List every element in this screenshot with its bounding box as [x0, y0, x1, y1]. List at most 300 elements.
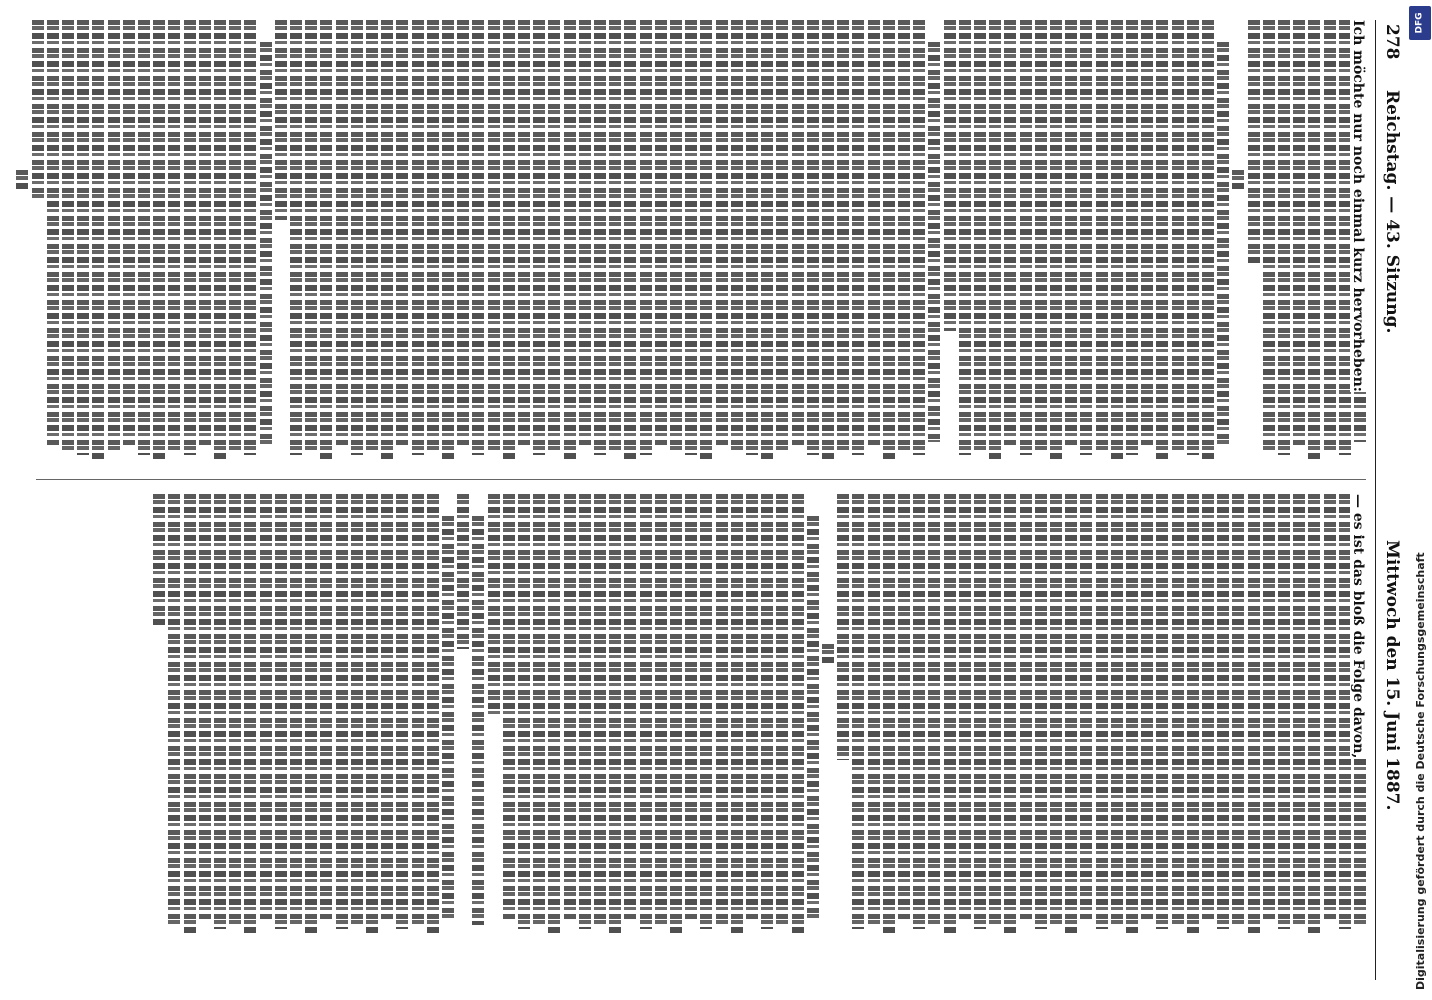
text-line: [655, 494, 667, 938]
text-line: [989, 494, 1001, 938]
text-line-ink: [260, 42, 272, 446]
text-line: [47, 20, 59, 464]
text-column-left: [36, 20, 1366, 464]
text-line-ink: [108, 20, 120, 451]
text-line-ink: [594, 494, 606, 925]
page-number: 278: [1382, 24, 1402, 60]
text-line: [761, 494, 773, 938]
text-line: [1004, 20, 1016, 464]
text-line: [92, 20, 104, 464]
text-line: [1217, 20, 1229, 464]
text-line-ink: [898, 494, 910, 920]
text-line-ink: [305, 494, 317, 934]
text-line: [168, 494, 180, 938]
text-line-ink: [594, 20, 606, 455]
text-line-ink: [731, 494, 743, 934]
text-line-ink: [381, 20, 393, 460]
text-line: [807, 20, 819, 464]
text-line: [913, 494, 925, 938]
text-line: [412, 20, 424, 464]
text-line: [1187, 494, 1199, 938]
text-line: [123, 20, 135, 464]
text-line-ink: [1339, 20, 1351, 455]
text-line: [1050, 494, 1062, 938]
text-line-ink: [1126, 494, 1138, 934]
text-line: [108, 20, 120, 464]
text-line-ink: [1187, 20, 1199, 455]
text-line-ink: [974, 20, 986, 451]
text-line: [776, 20, 788, 464]
text-line-ink: [320, 494, 332, 920]
text-line: [640, 20, 652, 464]
text-line-ink: [731, 20, 743, 451]
text-line-ink: [959, 20, 971, 455]
text-line: [564, 494, 576, 938]
text-line-ink: [153, 20, 165, 460]
text-line-ink: [32, 20, 44, 198]
text-line-ink: [1248, 494, 1260, 934]
text-line-ink: [396, 494, 408, 929]
text-line: [533, 20, 545, 464]
text-line: [214, 20, 226, 464]
dfg-logo-text: DFG: [1414, 12, 1425, 34]
text-line-ink: [351, 20, 363, 455]
text-line: [716, 20, 728, 464]
text-line: [351, 494, 363, 938]
text-line: [275, 494, 287, 938]
text-line: [1263, 494, 1275, 938]
left-column-opening: Ich möchte nur noch einmal kurz hervorheben:: [1350, 20, 1366, 392]
text-line: [260, 494, 272, 938]
text-line-ink: [640, 20, 652, 455]
text-line-ink: [792, 20, 804, 446]
text-line: [1141, 20, 1153, 464]
text-line-ink: [1248, 20, 1260, 264]
text-line-ink: [609, 494, 621, 934]
text-line-ink: [381, 494, 393, 920]
text-line-ink: [214, 20, 226, 460]
text-line-ink: [275, 494, 287, 929]
text-line-ink: [1065, 20, 1077, 446]
text-line-ink: [92, 20, 104, 460]
text-line-ink: [1263, 494, 1275, 920]
text-line: [184, 20, 196, 464]
text-line-ink: [168, 20, 180, 451]
text-line-ink: [807, 20, 819, 455]
text-line-ink: [776, 494, 788, 925]
text-line: [807, 494, 819, 938]
text-column-right: [36, 494, 1366, 938]
text-line: [1065, 20, 1077, 464]
text-line: [1308, 20, 1320, 464]
text-line-ink: [366, 494, 378, 934]
text-line-ink: [746, 20, 758, 455]
text-line-ink: [1020, 20, 1032, 455]
text-line: [685, 20, 697, 464]
text-line: [275, 20, 287, 464]
text-line-ink: [442, 20, 454, 460]
text-line-ink: [503, 20, 515, 460]
text-line: [138, 20, 150, 464]
text-line-ink: [1111, 20, 1123, 460]
text-line-ink: [655, 20, 667, 446]
text-line: [1324, 20, 1336, 464]
text-line: [731, 494, 743, 938]
text-line: [290, 20, 302, 464]
text-line-ink: [579, 20, 591, 446]
text-line: [913, 20, 925, 464]
text-line: [518, 494, 530, 938]
text-line: [290, 494, 302, 938]
text-line-ink: [913, 20, 925, 455]
text-line-ink: [685, 494, 697, 920]
text-line: [1187, 20, 1199, 464]
text-line-ink: [336, 494, 348, 929]
text-line: [153, 494, 165, 938]
text-line: [1126, 20, 1138, 464]
text-line-ink: [1217, 494, 1229, 929]
text-line-ink: [898, 20, 910, 451]
text-line-ink: [533, 494, 545, 925]
text-line-ink: [609, 20, 621, 451]
text-line-ink: [260, 494, 272, 920]
text-line: [1278, 494, 1290, 938]
text-line-ink: [427, 20, 439, 451]
text-line-ink: [244, 20, 256, 455]
text-line: [229, 20, 241, 464]
text-line-ink: [1293, 494, 1305, 925]
text-line: [1172, 494, 1184, 938]
text-line: [624, 20, 636, 464]
text-line-ink: [199, 20, 211, 446]
text-line-ink: [1096, 20, 1108, 451]
text-line: [852, 494, 864, 938]
text-line-ink: [913, 494, 925, 929]
text-line-ink: [640, 494, 652, 929]
text-line: [883, 20, 895, 464]
text-line-ink: [974, 494, 986, 929]
text-line-ink: [624, 20, 636, 460]
right-column-opening: — es ist das bloß die Folge davon,: [1350, 494, 1366, 759]
text-line-ink: [746, 494, 758, 920]
text-line: [1339, 20, 1351, 464]
text-line-ink: [792, 494, 804, 934]
text-line-ink: [716, 494, 728, 925]
text-line: [1050, 20, 1062, 464]
text-line-ink: [868, 494, 880, 925]
text-line-ink: [883, 20, 895, 460]
text-line: [792, 494, 804, 938]
text-line-ink: [244, 494, 256, 934]
text-line: [609, 494, 621, 938]
text-line: [746, 20, 758, 464]
text-line-ink: [548, 494, 560, 934]
text-line: [731, 20, 743, 464]
text-line-ink: [1308, 494, 1320, 934]
text-line-ink: [868, 20, 880, 446]
text-line-ink: [351, 494, 363, 925]
text-line: [396, 20, 408, 464]
text-line-ink: [624, 494, 636, 920]
text-line: [852, 20, 864, 464]
text-line: [336, 494, 348, 938]
text-line-ink: [366, 20, 378, 451]
dfg-logo-icon: [1409, 6, 1431, 40]
text-line-ink: [488, 20, 500, 451]
text-line: [928, 494, 940, 938]
text-line-ink: [837, 494, 849, 760]
text-line-ink: [761, 494, 773, 929]
text-line-ink: [1308, 20, 1320, 460]
text-line: [1080, 20, 1092, 464]
text-line-ink: [1232, 170, 1244, 190]
text-line: [594, 20, 606, 464]
text-line-ink: [1080, 494, 1092, 920]
text-line: [1156, 20, 1168, 464]
text-line-ink: [655, 494, 667, 925]
text-line: [944, 20, 956, 464]
text-line-ink: [123, 20, 135, 446]
text-line: [1080, 494, 1092, 938]
text-line: [746, 494, 758, 938]
text-line: [1020, 494, 1032, 938]
text-line: [837, 494, 849, 938]
text-line: [1293, 494, 1305, 938]
text-line-ink: [1293, 20, 1305, 446]
text-line-ink: [290, 20, 302, 455]
text-line: [1172, 20, 1184, 464]
text-line: [548, 20, 560, 464]
text-line-ink: [1035, 494, 1047, 929]
text-line: [761, 20, 773, 464]
text-line-ink: [1141, 494, 1153, 920]
text-line: [336, 20, 348, 464]
text-line-ink: [989, 494, 1001, 925]
text-line-ink: [533, 20, 545, 455]
text-line: [822, 494, 834, 938]
text-line-ink: [214, 494, 226, 929]
text-line: [503, 494, 515, 938]
text-line-ink: [852, 494, 864, 929]
text-line: [670, 494, 682, 938]
text-line-ink: [472, 516, 484, 925]
text-line-ink: [336, 20, 348, 446]
text-line-ink: [1202, 494, 1214, 920]
text-line-ink: [761, 20, 773, 460]
text-line-ink: [944, 494, 956, 934]
header-left-title: Reichstag. — 43. Sitzung.: [1382, 90, 1402, 334]
text-line-ink: [807, 516, 819, 920]
text-line: [351, 20, 363, 464]
text-line-ink: [472, 20, 484, 455]
text-line: [1232, 494, 1244, 938]
text-line: [381, 20, 393, 464]
text-line: [442, 494, 454, 938]
text-line-ink: [716, 20, 728, 446]
text-line: [1202, 494, 1214, 938]
text-line: [427, 20, 439, 464]
text-line-ink: [488, 494, 500, 716]
text-line: [700, 494, 712, 938]
text-line-ink: [503, 494, 515, 920]
text-line: [1065, 494, 1077, 938]
text-line-ink: [199, 494, 211, 920]
text-line: [427, 494, 439, 938]
text-line: [1141, 494, 1153, 938]
text-line: [1020, 20, 1032, 464]
text-line-ink: [427, 494, 439, 934]
text-line-ink: [548, 20, 560, 451]
text-line-ink: [457, 494, 469, 649]
text-line-ink: [700, 20, 712, 460]
text-line-ink: [518, 20, 530, 446]
text-line-ink: [928, 494, 940, 925]
running-header: [1375, 20, 1406, 980]
text-line: [944, 494, 956, 938]
text-line-ink: [1278, 494, 1290, 929]
text-line: [1308, 494, 1320, 938]
text-line: [366, 20, 378, 464]
text-line-ink: [1156, 494, 1168, 929]
text-line: [472, 494, 484, 938]
text-line: [488, 494, 500, 938]
text-line: [472, 20, 484, 464]
text-line-ink: [959, 494, 971, 920]
text-line: [305, 494, 317, 938]
text-line: [1248, 494, 1260, 938]
text-line-ink: [1020, 494, 1032, 920]
text-line: [868, 494, 880, 938]
text-line: [609, 20, 621, 464]
text-line: [868, 20, 880, 464]
text-line: [533, 494, 545, 938]
text-line: [898, 20, 910, 464]
text-line-ink: [1050, 494, 1062, 925]
text-line: [716, 494, 728, 938]
text-line: [457, 494, 469, 938]
text-line-ink: [168, 494, 180, 925]
text-line: [488, 20, 500, 464]
text-line: [153, 20, 165, 464]
text-line: [305, 20, 317, 464]
text-line-ink: [229, 20, 241, 451]
text-line-ink: [1263, 20, 1275, 451]
text-line-ink: [1096, 494, 1108, 929]
text-line: [1035, 20, 1047, 464]
text-line-ink: [928, 42, 940, 442]
text-line-ink: [1217, 42, 1229, 446]
text-line-ink: [1202, 20, 1214, 460]
rotated-document-page: [26, 20, 1406, 980]
text-line: [564, 20, 576, 464]
text-line-ink: [579, 494, 591, 929]
text-line: [381, 494, 393, 938]
text-line: [822, 20, 834, 464]
text-line: [776, 494, 788, 938]
text-line-ink: [184, 20, 196, 455]
text-line: [1126, 494, 1138, 938]
text-line: [214, 494, 226, 938]
text-line-ink: [837, 20, 849, 451]
text-line: [1004, 494, 1016, 938]
text-line: [640, 494, 652, 938]
text-line-ink: [412, 20, 424, 455]
text-line-ink: [822, 20, 834, 460]
text-line: [366, 494, 378, 938]
text-line: [579, 494, 591, 938]
text-line-ink: [670, 494, 682, 934]
text-line: [1096, 494, 1108, 938]
text-line: [1096, 20, 1108, 464]
text-line: [77, 20, 89, 464]
text-line: [199, 20, 211, 464]
text-line: [199, 494, 211, 938]
text-line: [518, 20, 530, 464]
column-divider: [36, 479, 1366, 480]
text-line: [1339, 494, 1351, 938]
text-line: [1035, 494, 1047, 938]
text-line: [412, 494, 424, 938]
text-line-ink: [184, 494, 196, 934]
text-line-ink: [457, 20, 469, 446]
text-line-ink: [518, 494, 530, 929]
text-line-ink: [138, 20, 150, 455]
text-line: [244, 20, 256, 464]
text-line-ink: [1004, 20, 1016, 446]
text-line-ink: [670, 20, 682, 451]
text-line-ink: [77, 20, 89, 455]
digitization-credit: Digitalisierung gefördert durch die Deutsche Forschungsgemeinschaft: [1414, 552, 1427, 990]
text-line: [974, 494, 986, 938]
text-line-ink: [290, 494, 302, 925]
text-line: [1111, 20, 1123, 464]
text-line-ink: [320, 20, 332, 460]
text-line-ink: [305, 20, 317, 451]
text-line-ink: [1065, 494, 1077, 934]
text-line: [1217, 494, 1229, 938]
text-line-ink: [1324, 494, 1336, 920]
text-line: [1248, 20, 1260, 464]
text-line-ink: [564, 20, 576, 460]
text-line-ink: [944, 20, 956, 331]
text-line: [883, 494, 895, 938]
text-line-ink: [229, 494, 241, 925]
text-line-ink: [412, 494, 424, 925]
text-line-ink: [275, 20, 287, 220]
text-line: [320, 494, 332, 938]
text-line-ink: [685, 20, 697, 455]
text-line-ink: [47, 20, 59, 446]
text-line-ink: [883, 494, 895, 934]
text-line-ink: [1141, 20, 1153, 446]
text-line: [670, 20, 682, 464]
text-line-ink: [153, 494, 165, 627]
text-line: [974, 20, 986, 464]
text-line-ink: [776, 20, 788, 451]
text-line-ink: [1339, 494, 1351, 929]
text-line: [928, 20, 940, 464]
text-line: [1232, 20, 1244, 464]
text-line-ink: [822, 644, 834, 664]
text-line-ink: [1035, 20, 1047, 451]
text-line: [700, 20, 712, 464]
text-line-ink: [1111, 494, 1123, 925]
text-line: [1278, 20, 1290, 464]
text-line: [655, 20, 667, 464]
text-line-ink: [852, 20, 864, 455]
text-line-ink: [1126, 20, 1138, 455]
text-line: [1202, 20, 1214, 464]
